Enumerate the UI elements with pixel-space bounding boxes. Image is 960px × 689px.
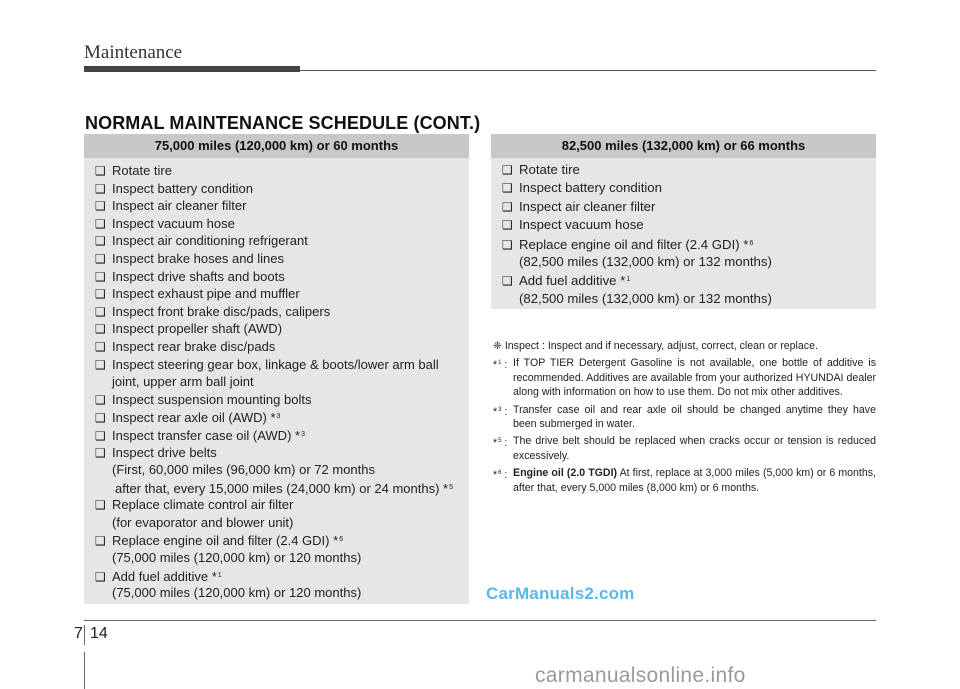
schedule-item <box>95 426 469 444</box>
footnote <box>493 434 876 463</box>
footnote-number: 1 <box>498 360 502 367</box>
checkbox-icon: ❑ <box>95 181 106 196</box>
schedule-item-text: Inspect vacuum hose <box>112 215 235 231</box>
schedule-item-detail <box>95 479 469 497</box>
checkbox-icon: ❑ <box>95 251 106 266</box>
schedule-item-detail-text: after that, every 15,000 miles (24,000 km) or 24 months) * <box>115 480 449 496</box>
checkbox-icon: ❑ <box>502 199 513 214</box>
schedule-item <box>502 216 876 234</box>
schedule-item-text: Inspect front brake disc/pads, calipers <box>112 303 331 319</box>
footer-rule <box>84 620 876 621</box>
notes-block <box>493 339 876 495</box>
footnote-ref: 6 <box>749 239 754 247</box>
schedule-item-text: Inspect air conditioning refrigerant <box>112 233 308 249</box>
schedule-item <box>502 271 876 289</box>
checkbox-icon: ❑ <box>95 269 106 284</box>
schedule-item-detail: (First, 60,000 miles (96,000 km) or 72 months <box>112 462 375 478</box>
footnote <box>493 466 876 495</box>
footnote-number: 3 <box>498 406 502 413</box>
schedule-item-text: Rotate tire <box>112 163 172 178</box>
header-accent-bar <box>84 66 300 72</box>
checkbox-icon: ❑ <box>502 163 513 177</box>
checkbox-icon: ❑ <box>502 274 513 289</box>
schedule-item-text: Add fuel additive * <box>519 273 626 289</box>
checkbox-icon: ❑ <box>95 392 106 407</box>
schedule-item-detail: (for evaporator and blower unit) <box>112 514 294 530</box>
page-number-divider <box>84 625 85 645</box>
schedule-item-text: Replace climate control air filter <box>112 497 294 513</box>
schedule-list-75000 <box>84 158 469 602</box>
checkbox-icon: ❑ <box>95 287 106 302</box>
schedule-item <box>502 179 876 197</box>
footnote-bold: Engine oil (2.0 TGDI) <box>513 467 618 480</box>
footnote-mark: *$^1$ : <box>493 359 508 372</box>
footnote-ref: 5 <box>449 483 454 491</box>
schedule-box-75000 <box>84 134 469 604</box>
schedule-item <box>95 303 469 321</box>
schedule-item-detail: (82,500 miles (132,000 km) or 132 months) <box>519 290 772 306</box>
schedule-item-text: Rotate tire <box>519 162 580 177</box>
schedule-item-detail: (75,000 miles (120,000 km) or 120 months) <box>112 550 362 566</box>
inspect-symbol-icon: ❈ <box>493 340 502 352</box>
checkbox-icon: ❑ <box>95 199 106 214</box>
checkbox-icon: ❑ <box>95 357 106 372</box>
footer-vertical-rule <box>84 652 85 689</box>
page-number: 14 <box>90 625 108 642</box>
schedule-item <box>95 162 469 180</box>
schedule-item <box>95 215 469 233</box>
footnote-text: If TOP TIER Detergent Gasoline is not available, one bottle of additive is recommended. Additives are available from your authorized HYUNDAI dealer along with information on how to use them. Do not mix other additives. <box>513 357 876 399</box>
footnote-text: At first, replace at 3,000 miles (5,000 km) or 6 months, after that, every 5,000 miles (8,000 km) or 6 months. <box>513 467 877 494</box>
schedule-item-text: Inspect steering gear box, linkage & boots/lower arm ball <box>112 356 439 372</box>
schedule-item <box>95 356 469 374</box>
checkbox-icon: ❑ <box>95 445 106 460</box>
checkbox-icon: ❑ <box>95 304 106 319</box>
schedule-item-text: Inspect suspension mounting bolts <box>112 391 312 407</box>
schedule-item <box>502 198 876 216</box>
checkbox-icon: ❑ <box>95 428 106 443</box>
footnote-ref: 3 <box>301 430 305 438</box>
schedule-item-detail: joint, upper arm ball joint <box>112 374 254 390</box>
schedule-item <box>95 250 469 268</box>
checkbox-icon: ❑ <box>502 237 513 252</box>
schedule-item <box>95 180 469 198</box>
footnote-star: * <box>493 405 498 418</box>
checkbox-icon: ❑ <box>95 498 106 513</box>
footnote-mark: *$^6$ : <box>493 469 508 482</box>
schedule-heading-75000: 75,000 miles (120,000 km) or 60 months <box>84 134 469 158</box>
schedule-item <box>95 391 469 409</box>
schedule-item-text: Add fuel additive * <box>112 568 217 584</box>
schedule-item-text: Inspect air cleaner filter <box>519 198 656 214</box>
watermark-logo: CarManuals2.com <box>486 584 635 603</box>
checkbox-icon: ❑ <box>95 534 106 549</box>
schedule-heading-82500: 82,500 miles (132,000 km) or 66 months <box>491 134 876 158</box>
schedule-item <box>95 567 469 585</box>
schedule-item <box>95 338 469 356</box>
schedule-item <box>95 496 469 514</box>
checkbox-icon: ❑ <box>95 234 106 249</box>
header-title: Maintenance <box>84 42 183 63</box>
schedule-item <box>95 268 469 286</box>
inspect-note <box>493 339 876 353</box>
schedule-item-text: Inspect rear axle oil (AWD) * <box>112 410 276 426</box>
checkbox-icon: ❑ <box>95 411 106 426</box>
checkbox-icon: ❑ <box>95 569 106 584</box>
schedule-item-text: Inspect propeller shaft (AWD) <box>112 321 283 337</box>
schedule-item <box>95 531 469 549</box>
checkbox-icon: ❑ <box>502 181 513 196</box>
schedule-item-detail: (75,000 miles (120,000 km) or 120 months) <box>112 585 362 601</box>
footnote-star: * <box>493 359 498 372</box>
footnote-ref: 1 <box>626 276 631 284</box>
schedule-item <box>95 320 469 338</box>
schedule-item-text: Inspect battery condition <box>519 180 662 196</box>
schedule-item-detail: (82,500 miles (132,000 km) or 132 months) <box>519 253 772 269</box>
footnote <box>493 356 876 399</box>
checkbox-icon: ❑ <box>95 322 106 337</box>
schedule-list-82500 <box>491 158 876 308</box>
schedule-item-text: Inspect drive belts <box>112 444 217 460</box>
schedule-item <box>95 285 469 303</box>
footnote-mark: *$^5$ : <box>493 437 508 450</box>
checkbox-icon: ❑ <box>502 218 513 233</box>
inspect-note-text: Inspect : Inspect and if necessary, adjust, correct, clean or replace. <box>504 340 818 352</box>
schedule-box-82500 <box>491 134 876 309</box>
header-rule <box>300 70 876 71</box>
schedule-item-text: Inspect brake hoses and lines <box>112 250 284 266</box>
checkbox-icon: ❑ <box>95 339 106 354</box>
footnote-number: 5 <box>498 438 502 445</box>
schedule-item-text: Inspect battery condition <box>112 180 253 196</box>
footnote-star: * <box>493 437 498 450</box>
footnote-ref: 6 <box>339 536 344 544</box>
footnote <box>493 403 876 432</box>
schedule-item <box>95 232 469 250</box>
footnote-mark: *$^3$ : <box>493 405 508 418</box>
chapter-number: 7 <box>74 625 83 642</box>
schedule-item-text: Inspect drive shafts and boots <box>112 268 285 284</box>
schedule-item <box>502 235 876 253</box>
site-watermark: carmanualsonline.info <box>535 664 746 687</box>
footnote-list <box>493 356 876 495</box>
schedule-item <box>95 197 469 215</box>
footnote-ref: 1 <box>217 571 222 579</box>
footnote-ref: 3 <box>276 413 281 421</box>
footnote-number: 6 <box>498 470 502 477</box>
schedule-item-text: Inspect transfer case oil (AWD) * <box>112 427 301 443</box>
checkbox-icon: ❑ <box>95 216 106 231</box>
schedule-item <box>502 161 876 179</box>
footnote-text: The drive belt should be replaced when cracks occur or tension is reduced excessively. <box>513 435 876 462</box>
checkbox-icon: ❑ <box>95 164 106 178</box>
schedule-item <box>95 408 469 426</box>
schedule-item <box>95 444 469 462</box>
schedule-item-text: Inspect vacuum hose <box>519 217 644 233</box>
schedule-item-text: Inspect air cleaner filter <box>112 198 247 214</box>
footnote-text: Transfer case oil and rear axle oil should be changed anytime they have been submerged in water. <box>513 403 876 431</box>
schedule-item-text: Inspect rear brake disc/pads <box>112 338 276 354</box>
schedule-item-text: Inspect exhaust pipe and muffler <box>112 286 300 302</box>
schedule-item-text: Replace engine oil and filter (2.4 GDI) * <box>112 533 339 549</box>
footnote-star: * <box>493 469 498 482</box>
section-title: NORMAL MAINTENANCE SCHEDULE (CONT.) <box>85 113 481 133</box>
schedule-item-text: Replace engine oil and filter (2.4 GDI) * <box>519 236 749 252</box>
